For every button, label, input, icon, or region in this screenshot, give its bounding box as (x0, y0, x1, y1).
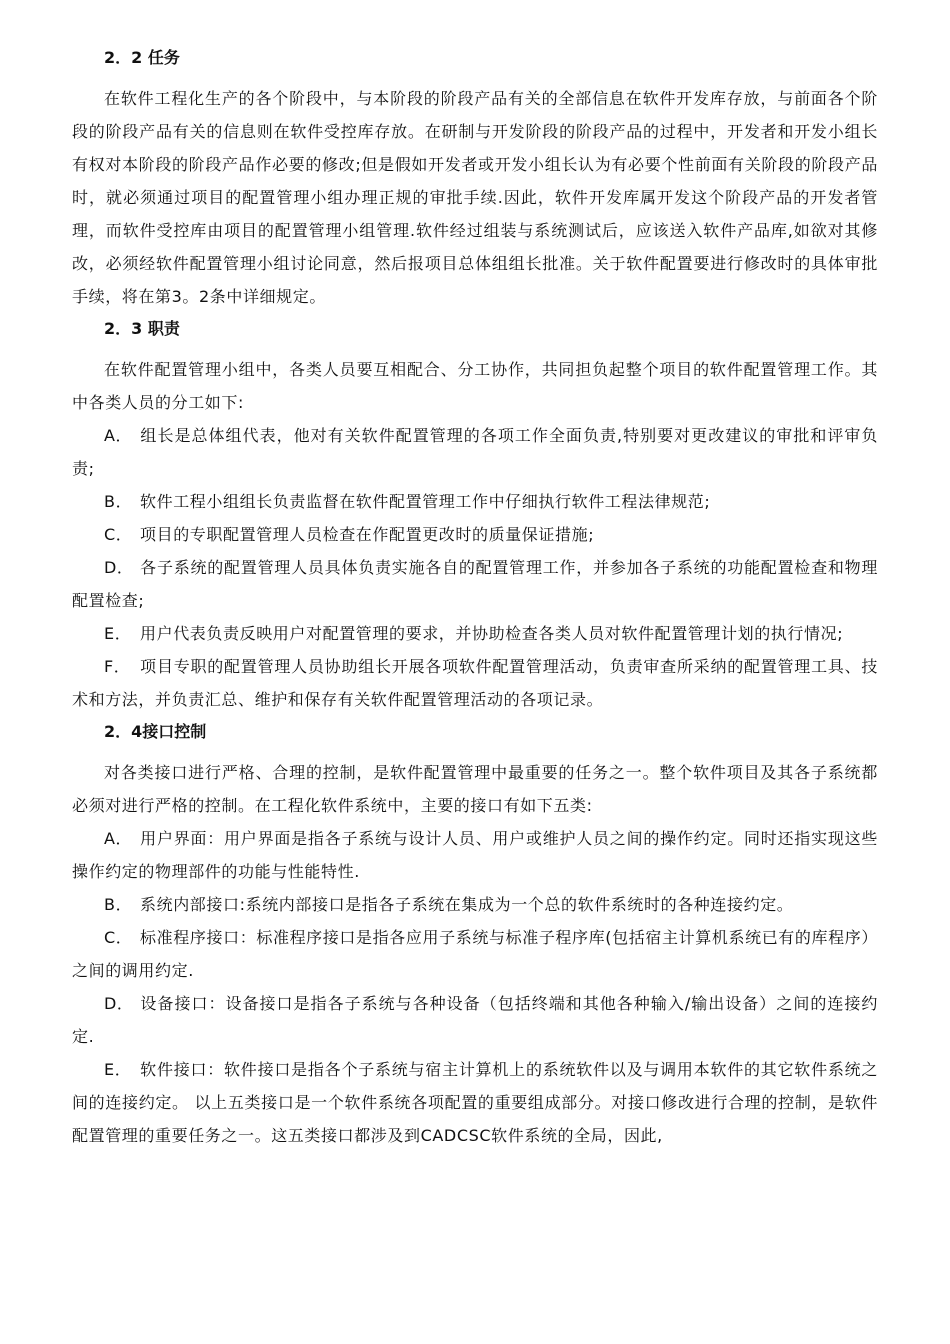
list-item-label: E． (104, 624, 132, 643)
section-heading-2-2: 2．2 任务 (104, 48, 180, 67)
list-item (72, 888, 878, 921)
list-item-label: A． (104, 829, 133, 848)
list-item-text: 项目的专职配置管理人员检查在作配置更改时的质量保证措施; (140, 525, 595, 544)
list-item-text: 用户界面：用户界面是指各子系统与设计人员、用户或维护人员之间的操作约定。同时还指实现这些操作约定的物理部件的功能与性能特性. (72, 829, 878, 881)
list-item-label: F． (104, 657, 131, 676)
list-item-label: C． (104, 928, 133, 947)
list-item-text: 软件接口：软件接口是指各个子系统与宿主计算机上的系统软件以及与调用本软件的其它软件系统之间的连接约定。 以上五类接口是一个软件系统各项配置的重要组成部分。对接口修改进行合理的控制，是软件配置管理的重要任务之一。这五类接口都涉及到CADCSC软件系统的全局，因此, (72, 1060, 878, 1145)
list-item (72, 485, 878, 518)
list-item-text: 用户代表负责反映用户对配置管理的要求，并协助检查各类人员对软件配置管理计划的执行情况; (140, 624, 844, 643)
list-item-label: A． (104, 426, 133, 445)
list-item-text: 标准程序接口：标准程序接口是指各应用子系统与标准子程序库(包括宿主计算机系统已有的库程序）之间的调用约定. (72, 928, 878, 980)
list-item (72, 921, 878, 987)
list-item-text: 组长是总体组代表，他对有关软件配置管理的各项工作全面负责,特别要对更改建议的审批和评审负责; (72, 426, 878, 478)
list-item (72, 419, 878, 485)
list-item (72, 617, 878, 650)
section-2-2-paragraph: 在软件工程化生产的各个阶段中，与本阶段的阶段产品有关的全部信息在软件开发库存放，与前面各个阶段的阶段产品有关的信息则在软件受控库存放。在研制与开发阶段的阶段产品的过程中，开发者和开发小组长有权对本阶段的阶段产品作必要的修改;但是假如开发者或开发小组长认为有必要个性前面有关阶段的阶段产品时，就必须通过项目的配置管理小组办理正规的审批手续.因此，软件开发库属开发这个阶段产品的开发者管理，而软件受控库由项目的配置管理小组管理.软件经过组装与系统测试后，应该送入软件产品库,如欲对其修改，必须经软件配置管理小组讨论同意，然后报项目总体组组长批准。关于软件配置要进行修改时的具体审批手续，将在第3。2条中详细规定。 (72, 89, 878, 306)
list-item-label: B． (104, 492, 133, 511)
list-item (72, 822, 878, 888)
list-item (72, 551, 878, 617)
list-item-label: C． (104, 525, 133, 544)
list-item (72, 987, 878, 1053)
list-item-text: 软件工程小组组长负责监督在软件配置管理工作中仔细执行软件工程法律规范; (140, 492, 711, 511)
list-item-text: 系统内部接口:系统内部接口是指各子系统在集成为一个总的软件系统时的各种连接约定。 (140, 895, 794, 914)
section-2-3-intro: 在软件配置管理小组中，各类人员要互相配合、分工协作，共同担负起整个项目的软件配置管理工作。其中各类人员的分工如下: (72, 360, 878, 412)
list-item-text: 各子系统的配置管理人员具体负责实施各自的配置管理工作，并参加各子系统的功能配置检查和物理配置检查; (72, 558, 878, 610)
section-2-4-intro: 对各类接口进行严格、合理的控制，是软件配置管理中最重要的任务之一。整个软件项目及其各子系统都必须对进行严格的控制。在工程化软件系统中，主要的接口有如下五类: (72, 763, 878, 815)
list-item (72, 650, 878, 716)
section-heading-2-3: 2．3 职责 (104, 319, 180, 338)
list-item-label: D． (104, 558, 134, 577)
document-page (72, 48, 878, 1152)
section-heading-2-4: 2．4接口控制 (104, 722, 207, 741)
list-item (72, 1053, 878, 1152)
list-item-text: 设备接口：设备接口是指各子系统与各种设备（包括终端和其他各种输入/输出设备）之间的连接约定. (72, 994, 878, 1046)
list-item (72, 518, 878, 551)
list-item-label: E． (104, 1060, 132, 1079)
list-item-text: 项目专职的配置管理人员协助组长开展各项软件配置管理活动，负责审查所采纳的配置管理工具、技术和方法，并负责汇总、维护和保存有关软件配置管理活动的各项记录。 (72, 657, 878, 709)
list-item-label: B． (104, 895, 133, 914)
list-item-label: D． (104, 994, 134, 1013)
